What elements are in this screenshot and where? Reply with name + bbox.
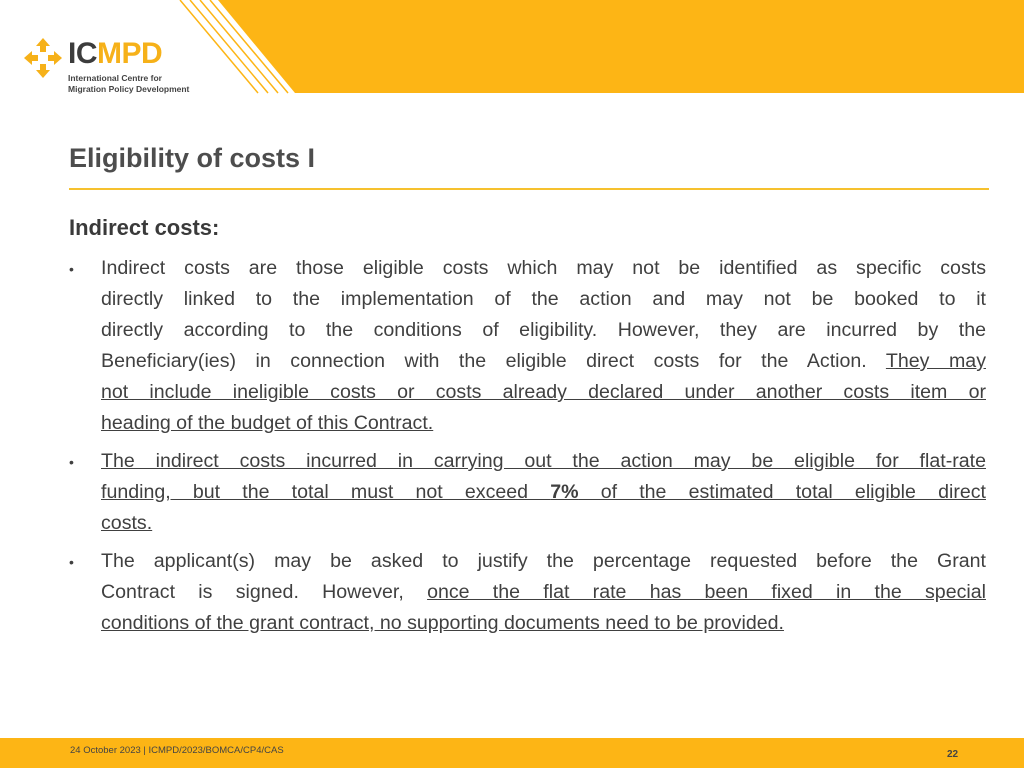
- page-number: 22: [947, 749, 959, 760]
- bullet-item: [69, 546, 986, 639]
- text-line: [101, 546, 986, 577]
- text-line: [101, 346, 986, 377]
- text-line: [101, 315, 986, 346]
- text-segment: directly linked to the implementation of the action and may not be booked to it: [101, 288, 986, 310]
- text-line: [101, 508, 986, 539]
- text-segment: Contract is signed. However,: [101, 581, 428, 603]
- text-segment: directly according to the conditions of eligibility. However, they are incurred by the: [101, 319, 986, 341]
- text-segment: heading of the budget of this Contract.: [101, 412, 434, 434]
- bullet-item: [69, 253, 986, 439]
- bullet-list: [69, 253, 986, 646]
- footer-text: 24 October 2023 | ICMPD/2023/BOMCA/CP4/CAS: [70, 745, 284, 756]
- text-line: [101, 284, 986, 315]
- slide-title: Eligibility of costs I: [69, 143, 316, 173]
- text-line: [101, 253, 986, 284]
- text-segment: once the flat rate has been fixed in the special: [427, 581, 986, 603]
- section-heading: Indirect costs:: [69, 215, 220, 240]
- text-segment: They may: [885, 350, 986, 372]
- logo-wordmark: ICMPD: [68, 37, 163, 70]
- text-line: [101, 446, 986, 477]
- text-segment: funding, but the total must not exceed: [101, 481, 551, 503]
- bullet-dot-icon: •: [69, 554, 74, 570]
- text-segment: of the estimated total eligible direct: [578, 481, 986, 503]
- emphasis-text: 7%: [550, 481, 579, 503]
- arrows-logo-icon: [24, 38, 62, 78]
- text-segment: The applicant(s) may be asked to justify the percentage requested before the Grant: [101, 550, 986, 572]
- text-line: [101, 408, 986, 439]
- text-line: [101, 577, 986, 608]
- text-segment: costs.: [101, 512, 153, 534]
- text-segment: Beneficiary(ies) in connection with the eligible direct costs for the Action.: [101, 350, 886, 372]
- bullet-dot-icon: •: [69, 261, 74, 277]
- text-segment: conditions of the grant contract, no supporting documents need to be provided.: [101, 612, 784, 634]
- bullet-item: [69, 446, 986, 539]
- text-segment: Indirect costs are those eligible costs which may not be identified as specific costs: [101, 257, 986, 279]
- text-segment: The indirect costs incurred in carrying out the action may be eligible for flat-rate: [101, 450, 986, 472]
- text-line: [101, 608, 986, 639]
- text-line: [101, 477, 986, 508]
- text-line: [101, 377, 986, 408]
- text-segment: not include ineligible costs or costs already declared under another costs item or: [101, 381, 986, 403]
- footer-bar: [0, 738, 1024, 768]
- logo-subtitle: International Centre for Migration Policy Development: [68, 73, 190, 94]
- bullet-dot-icon: •: [69, 454, 74, 470]
- title-divider: [69, 188, 989, 190]
